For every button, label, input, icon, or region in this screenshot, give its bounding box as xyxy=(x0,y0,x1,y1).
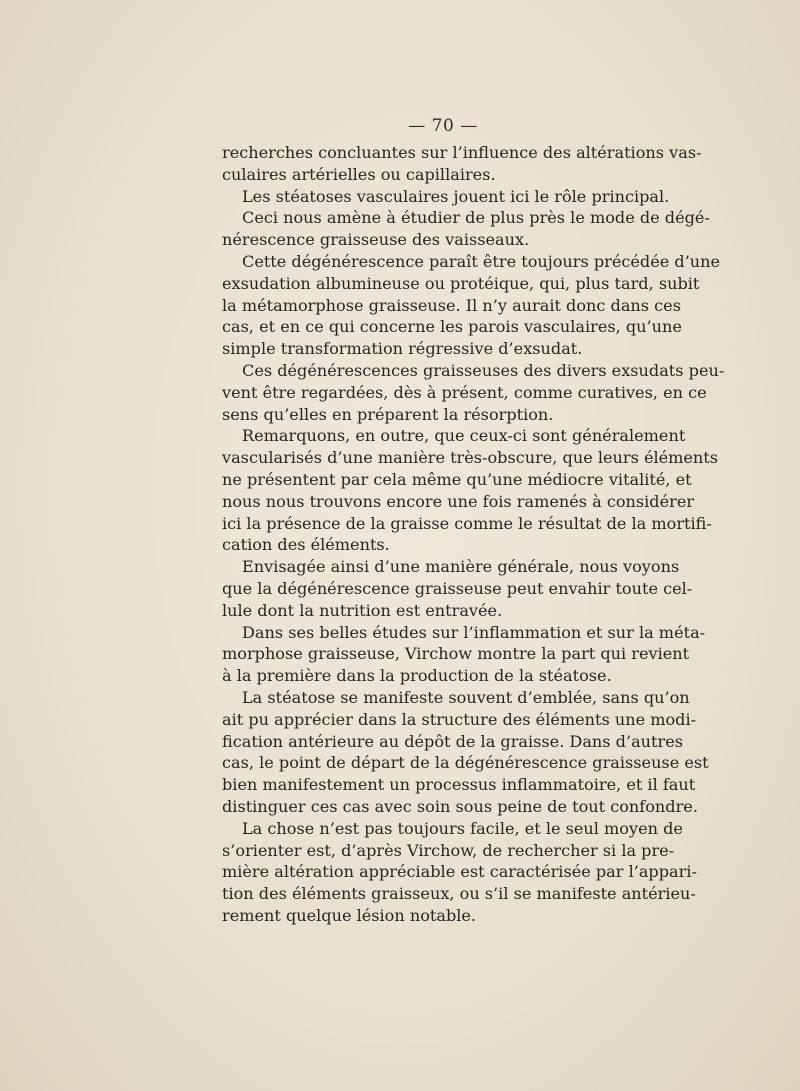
text-line: distinguer ces cas avec soin sous peine de tout confondre. xyxy=(222,796,698,816)
text-line: bien manifestement un processus inflammatoire, et il faut xyxy=(222,775,696,795)
page-number: — 70 — xyxy=(408,116,478,136)
text-line: cation des éléments. xyxy=(222,535,390,555)
text-line: cas, le point de départ de la dégénérescence graisseuse est xyxy=(222,753,709,773)
text-line: Ceci nous amène à étudier de plus près le mode de dégé- xyxy=(242,208,710,228)
text-line: sens qu’elles en préparent la résorption. xyxy=(222,404,554,424)
body-text xyxy=(222,142,725,927)
text-line: La chose n’est pas toujours facile, et le seul moyen de xyxy=(242,818,683,838)
text-line: recherches concluantes sur l’influence des altérations vas- xyxy=(222,143,702,162)
text-line: Cette dégénérescence paraît être toujours précédée d’une xyxy=(242,251,721,271)
text-line: s’orienter est, d’après Virchow, de rechercher si la pre- xyxy=(222,840,675,860)
text-line: à la première dans la production de la stéatose. xyxy=(222,666,612,686)
text-line: cas, et en ce qui concerne les parois vasculaires, qu’une xyxy=(222,317,682,337)
text-line: nérescence graisseuse des vaisseaux. xyxy=(222,230,530,250)
text-line: lule dont la nutrition est entravée. xyxy=(222,600,503,620)
text-line: vascularisés d’une manière très-obscure, que leurs éléments xyxy=(222,448,719,468)
text-line: vent être regardées, dès à présent, comme curatives, en ce xyxy=(222,382,707,402)
text-line: Dans ses belles études sur l’inflammation et sur la méta- xyxy=(242,622,706,642)
text-line: tion des éléments graisseux, ou s’il se manifeste antérieu- xyxy=(222,884,696,904)
text-line: ici la présence de la graisse comme le résultat de la mortifi- xyxy=(222,513,712,533)
text-line: Envisagée ainsi d’une manière générale, nous voyons xyxy=(242,557,680,577)
text-line: nous nous trouvons encore une fois ramenés à considérer xyxy=(222,491,695,511)
text-line: La stéatose se manifeste souvent d’emblée, sans qu’on xyxy=(242,687,690,707)
text-line: Ces dégénérescences graisseuses des divers exsudats peu- xyxy=(242,360,725,380)
text-line: Remarquons, en outre, que ceux-ci sont généralement xyxy=(242,426,686,446)
text-line: rement quelque lésion notable. xyxy=(222,905,477,925)
text-line: ne présentent par cela même qu’une médiocre vitalité, et xyxy=(222,469,692,489)
text-line: simple transformation régressive d’exsudat. xyxy=(222,339,583,359)
text-line: la métamorphose graisseuse. Il n’y aurait donc dans ces xyxy=(222,295,681,315)
text-line: culaires artérielles ou capillaires. xyxy=(222,164,496,184)
text-line: ait pu apprécier dans la structure des éléments une modi- xyxy=(222,709,697,729)
text-line: Les stéatoses vasculaires jouent ici le rôle principal. xyxy=(242,186,670,206)
text-line: fication antérieure au dépôt de la graisse. Dans d’autres xyxy=(222,731,683,751)
text-line: exsudation albumineuse ou protéique, qui, plus tard, subit xyxy=(222,273,700,293)
text-line: mière altération appréciable est caractérisée par l’appari- xyxy=(222,862,697,882)
text-line: morphose graisseuse, Virchow montre la part qui revient xyxy=(222,644,690,664)
text-line: que la dégénérescence graisseuse peut envahir toute cel- xyxy=(222,578,693,598)
